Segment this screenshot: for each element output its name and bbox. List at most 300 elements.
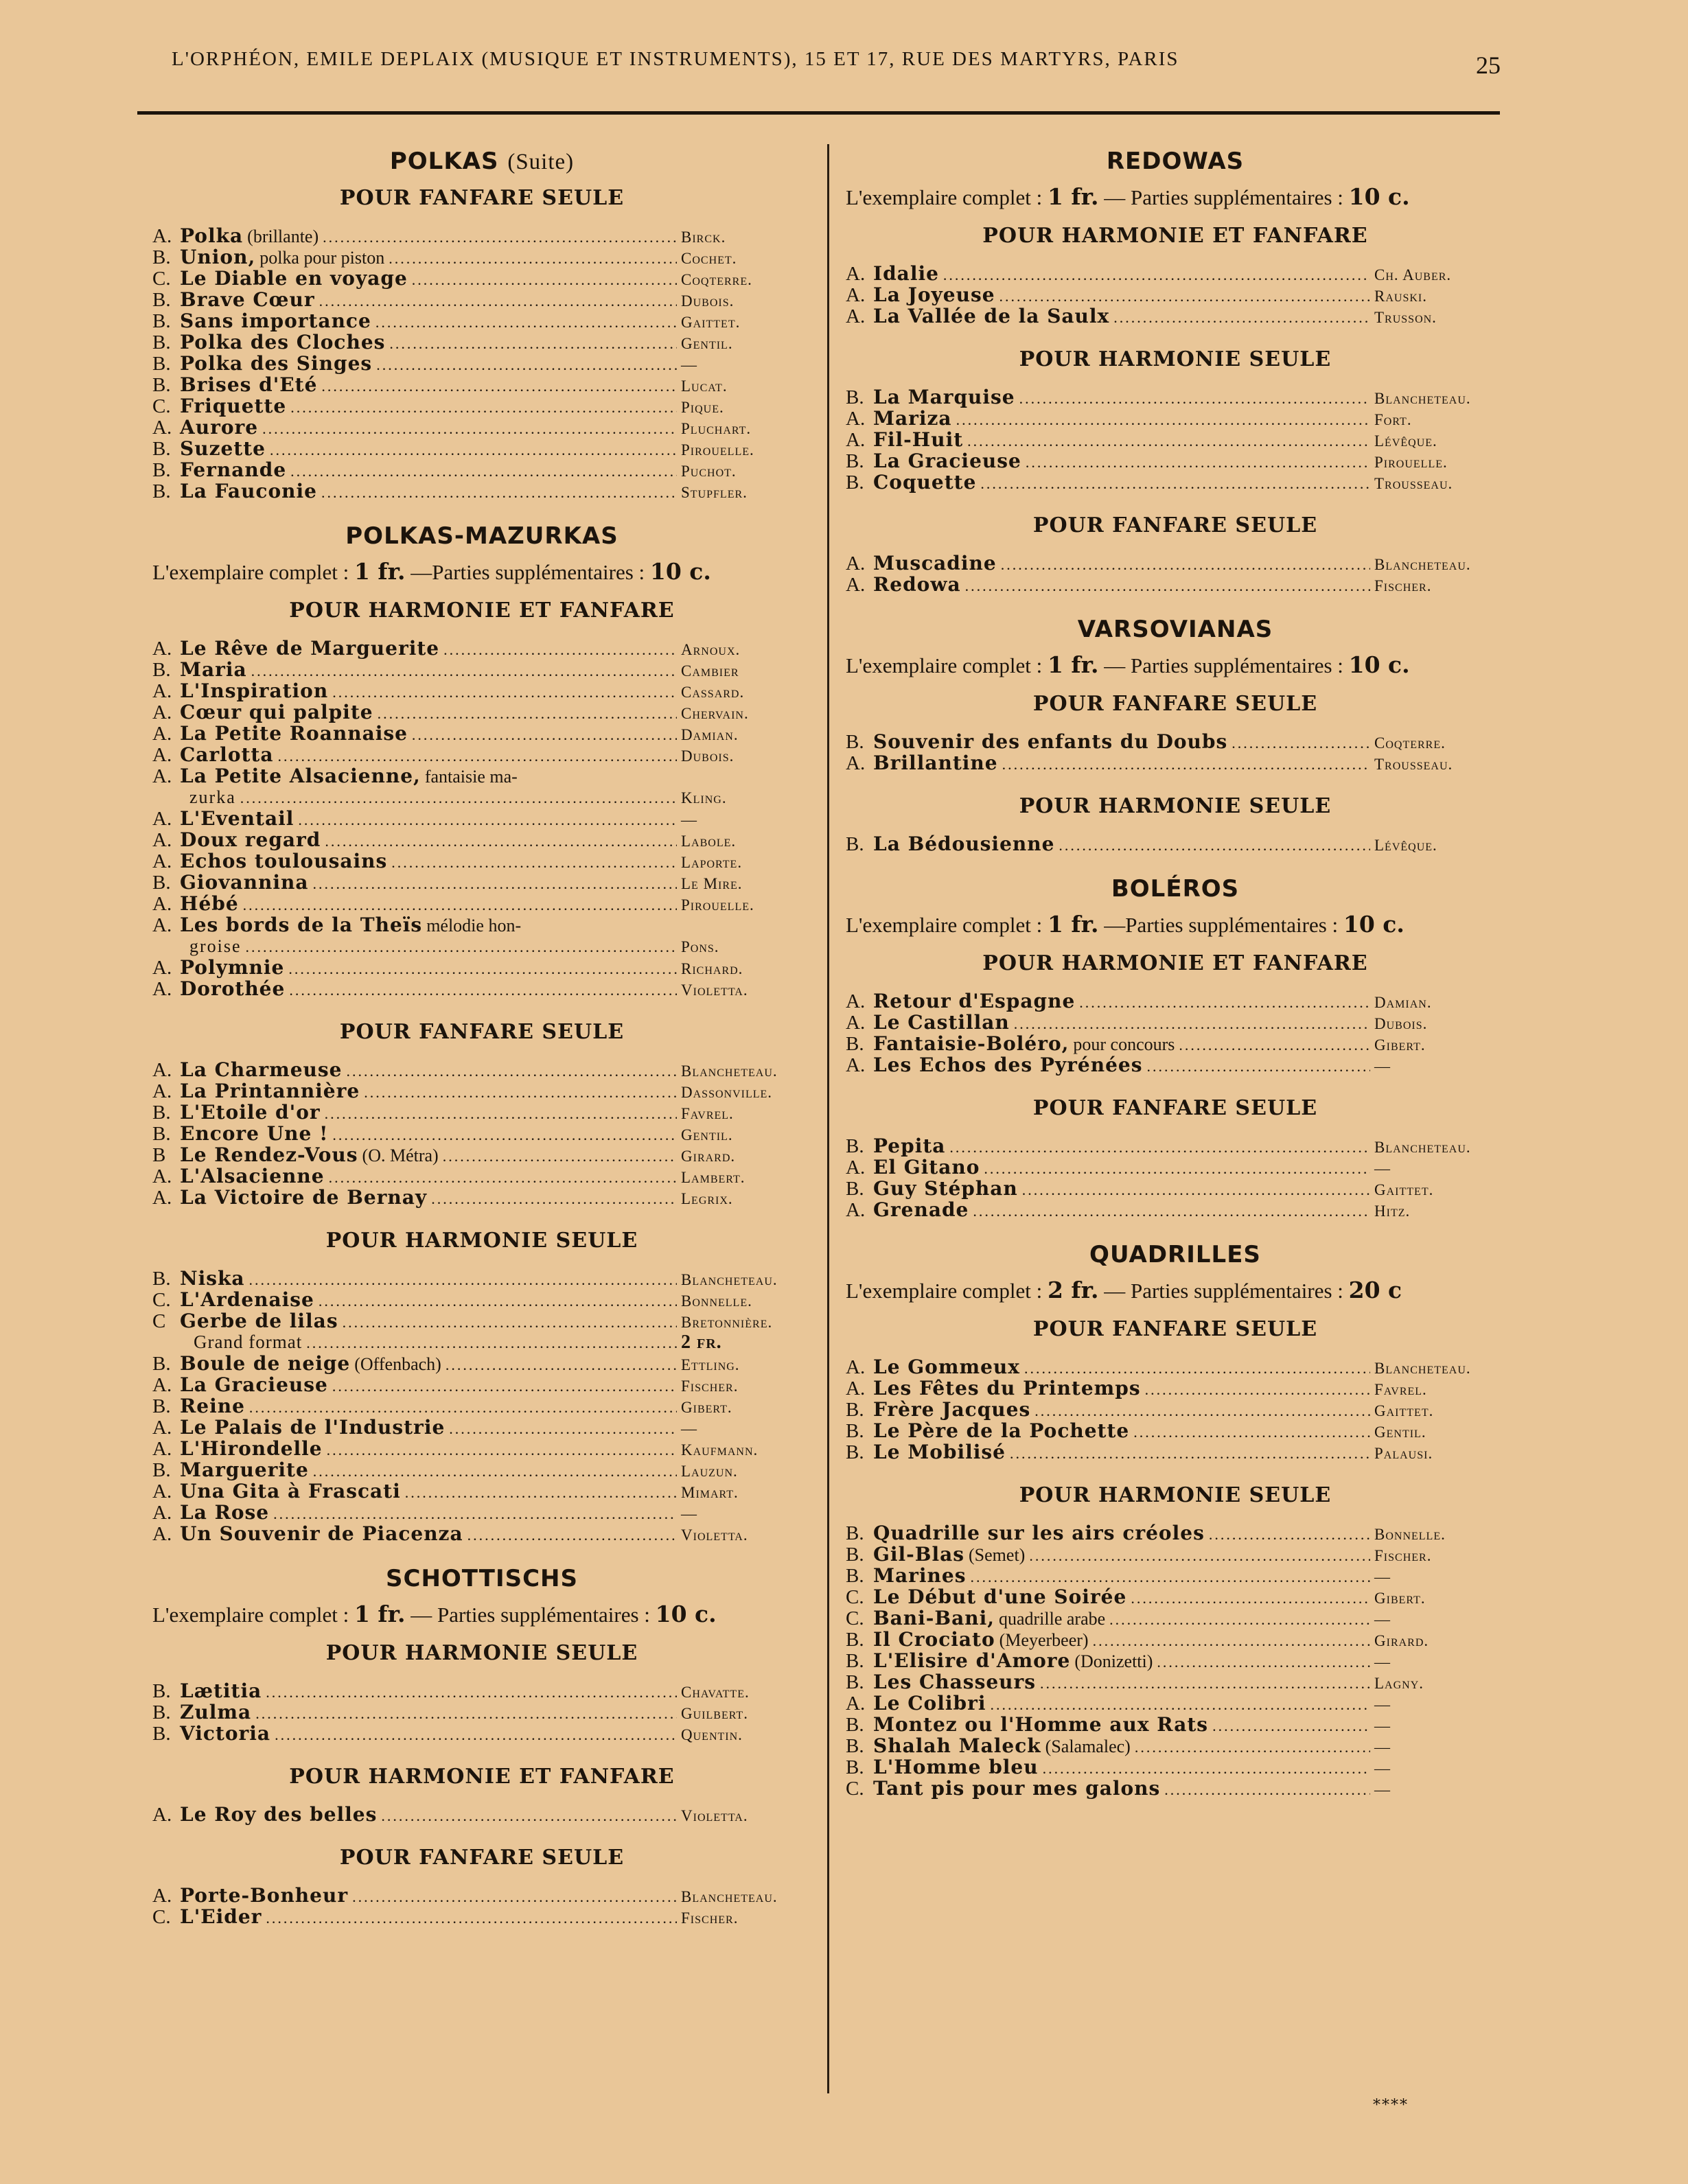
entry-key: A. xyxy=(152,1804,172,1826)
list-item xyxy=(846,1420,1505,1441)
dot-leader xyxy=(405,1482,677,1503)
entry-title: Le Roy des belles xyxy=(180,1803,378,1826)
entry-composer: Mimart. xyxy=(681,1484,739,1501)
entry-list xyxy=(846,553,1505,595)
entry-list xyxy=(846,263,1505,327)
price-middle: —Parties supplémentaires : xyxy=(1104,913,1339,937)
list-item xyxy=(152,1417,811,1438)
entry-title: Coquette xyxy=(873,471,977,493)
dot-leader xyxy=(1133,1421,1370,1443)
list-item xyxy=(846,1399,1505,1420)
entry-composer: Lévêque. xyxy=(1374,837,1437,854)
list-item xyxy=(152,1459,811,1480)
entry-composer: — xyxy=(1374,1568,1391,1585)
dot-leader xyxy=(956,409,1370,430)
list-item xyxy=(846,731,1505,752)
entry-composer: Palausi. xyxy=(1374,1445,1433,1462)
entry-composer: Pirouelle. xyxy=(1374,454,1448,471)
price-prefix: L'exemplaire complet : xyxy=(152,1603,349,1627)
list-item xyxy=(152,459,811,480)
dot-leader xyxy=(1131,1588,1370,1609)
entry-title: Mariza xyxy=(873,407,952,430)
dot-leader xyxy=(967,430,1370,452)
entry-title: Marguerite xyxy=(180,1459,309,1481)
entry-key: C. xyxy=(152,1906,171,1928)
entry-composer: Lagny. xyxy=(1374,1675,1424,1692)
entry-key: A. xyxy=(846,284,866,306)
entry-composer: — xyxy=(1374,1611,1391,1628)
entry-composer: Gaittet. xyxy=(1374,1181,1434,1198)
dot-leader xyxy=(1093,1630,1370,1651)
list-item xyxy=(152,893,811,914)
entry-key: A. xyxy=(152,744,172,766)
list-item xyxy=(152,701,811,723)
dot-leader xyxy=(321,482,677,503)
entry-composer: Damian. xyxy=(681,726,739,743)
entry-title: Les Chasseurs xyxy=(873,1671,1037,1693)
dot-leader xyxy=(327,1439,677,1461)
price-prefix: L'exemplaire complet : xyxy=(846,653,1043,677)
entry-title: Polymnie xyxy=(180,956,285,979)
entry-key: A. xyxy=(152,1417,172,1439)
price-prefix: L'exemplaire complet : xyxy=(846,1279,1043,1303)
entry-composer: Girard. xyxy=(681,1148,736,1165)
group-title: POUR FANFARE SEULE xyxy=(1032,1096,1318,1120)
list-item xyxy=(152,723,811,744)
entry-title: Les Echos des Pyrénées xyxy=(873,1054,1143,1076)
entry-composer: Blancheteau. xyxy=(681,1271,778,1288)
entry-key: B. xyxy=(846,1650,864,1672)
dot-leader xyxy=(1014,1013,1370,1034)
dot-leader xyxy=(249,1269,677,1290)
list-item xyxy=(846,284,1505,305)
entry-key: C. xyxy=(152,1289,171,1311)
dot-leader xyxy=(364,1082,677,1103)
entry-composer: — xyxy=(681,1420,697,1437)
entry-composer: Blancheteau. xyxy=(1374,1139,1471,1156)
section-title-text: POLKAS xyxy=(389,148,499,175)
dot-leader xyxy=(273,1503,677,1524)
entry-key: A. xyxy=(846,408,866,430)
list-item xyxy=(152,1187,811,1208)
dot-leader xyxy=(443,639,677,660)
dot-leader xyxy=(1029,1545,1370,1566)
entry-key: B. xyxy=(846,472,864,493)
entry-title: Union, xyxy=(180,246,256,268)
entry-title: Brises d'Eté xyxy=(180,373,318,396)
entry-title: Encore Une ! xyxy=(180,1122,329,1145)
entry-key: B. xyxy=(152,289,171,311)
entry-list xyxy=(152,1268,811,1544)
entry-key: B. xyxy=(846,1033,864,1055)
entry-title: Quadrille sur les airs créoles xyxy=(873,1522,1205,1544)
dot-leader xyxy=(266,1907,677,1929)
price-prefix: L'exemplaire complet : xyxy=(846,185,1043,209)
entry-composer: Lucat. xyxy=(681,377,728,395)
entry-title: Polka xyxy=(180,224,244,247)
group-title: POUR HARMONIE SEULE xyxy=(325,1229,638,1253)
list-item xyxy=(846,1565,1505,1586)
list-item xyxy=(152,353,811,374)
price-extra: 10 c. xyxy=(649,558,711,585)
entry-composer: Lauzun. xyxy=(681,1463,738,1480)
price-extra: 10 c. xyxy=(1348,183,1410,210)
dot-leader xyxy=(1145,1379,1370,1400)
entry-title: Giovannina xyxy=(180,871,309,894)
entry-composer: Bonnelle. xyxy=(1374,1526,1446,1543)
entry-list xyxy=(846,833,1505,855)
group-title: POUR HARMONIE ET FANFARE xyxy=(982,224,1368,248)
entry-composer: Ch. Auber. xyxy=(1374,266,1452,283)
list-item xyxy=(846,1756,1505,1778)
dot-leader xyxy=(343,1312,677,1333)
entry-key: B. xyxy=(846,1735,864,1757)
entry-title: La Gracieuse xyxy=(873,450,1021,472)
entry-key: C. xyxy=(846,1778,864,1800)
entry-note: (Meyerbeer) xyxy=(999,1630,1089,1650)
entry-title: Friquette xyxy=(180,395,287,417)
list-item xyxy=(152,374,811,395)
entry-key: B. xyxy=(846,833,864,855)
entry-key: B. xyxy=(846,1441,864,1463)
list-item xyxy=(846,1054,1505,1076)
list-item xyxy=(846,1157,1505,1178)
list-item xyxy=(846,553,1505,574)
list-item xyxy=(846,1441,1505,1463)
price-line xyxy=(152,558,811,585)
entry-composer: Pirouelle. xyxy=(681,441,754,458)
entry-composer: Gaittet. xyxy=(1374,1402,1434,1419)
entry-composer: Le Mire. xyxy=(681,875,743,892)
entry-key: A. xyxy=(152,1165,172,1187)
dot-leader xyxy=(970,1566,1370,1588)
section-title-quadrilles: QUADRILLES xyxy=(1089,1241,1261,1268)
entry-title: L'Eventail xyxy=(180,807,294,830)
group-title: POUR FANFARE SEULE xyxy=(339,1846,625,1870)
entry-composer: — xyxy=(1374,1781,1391,1798)
entry-title: L'Hirondelle xyxy=(180,1437,323,1460)
group-title: POUR HARMONIE SEULE xyxy=(1019,1483,1332,1507)
entry-key: B. xyxy=(846,1420,864,1442)
entry-key: C. xyxy=(846,1586,864,1608)
entry-key: A. xyxy=(152,957,172,979)
entry-composer: Pons. xyxy=(681,938,719,955)
entry-key: A. xyxy=(846,429,866,451)
entry-key: B. xyxy=(152,1723,171,1745)
entry-key: A. xyxy=(846,305,866,327)
list-item xyxy=(152,957,811,978)
entry-title: Grenade xyxy=(873,1198,969,1221)
entry-title: Zulma xyxy=(180,1701,252,1723)
entry-title: groise xyxy=(189,936,242,956)
entry-composer: — xyxy=(1374,1717,1391,1734)
entry-title: Marines xyxy=(873,1564,967,1587)
entry-key: B. xyxy=(846,731,864,753)
entry-list xyxy=(846,990,1505,1076)
entry-title: Les bords de la Theïs xyxy=(180,914,423,936)
entry-composer: — xyxy=(681,811,697,828)
list-item xyxy=(846,1356,1505,1378)
dot-leader xyxy=(332,1375,677,1397)
group-title: POUR FANFARE SEULE xyxy=(1032,692,1318,716)
entry-title: La Printannière xyxy=(180,1080,360,1102)
entry-key: A. xyxy=(846,574,866,596)
dot-leader xyxy=(288,958,677,979)
list-item xyxy=(846,1607,1505,1629)
list-item xyxy=(152,978,811,999)
dot-leader xyxy=(319,290,677,312)
entry-composer: Fischer. xyxy=(681,1378,739,1395)
entry-title: Maria xyxy=(180,658,247,681)
list-item xyxy=(846,1178,1505,1199)
list-item xyxy=(152,1374,811,1395)
list-item xyxy=(152,1906,811,1927)
entry-list xyxy=(152,1680,811,1744)
page-number: 25 xyxy=(1476,51,1501,79)
entry-composer: Violetta. xyxy=(681,1807,748,1824)
entry-note: fantaisie ma- xyxy=(424,767,518,787)
entry-note: quadrille arabe xyxy=(998,1609,1106,1629)
entry-title: Lætitia xyxy=(180,1680,262,1702)
entry-key: A. xyxy=(846,1054,866,1076)
entry-key: A. xyxy=(152,1374,172,1396)
entry-key: A. xyxy=(152,829,172,851)
entry-note: (O. Métra) xyxy=(362,1146,439,1165)
list-item xyxy=(846,450,1505,472)
list-item xyxy=(846,1522,1505,1544)
list-item xyxy=(152,1480,811,1502)
list-item xyxy=(152,480,811,502)
entry-list xyxy=(152,1059,811,1208)
entry-title: L'Eider xyxy=(180,1905,262,1928)
dot-leader xyxy=(290,397,677,418)
entry-composer: Bonnelle. xyxy=(681,1292,752,1310)
entry-title: Le Rendez-Vous xyxy=(180,1143,358,1166)
dot-leader xyxy=(1147,1056,1371,1077)
dot-leader xyxy=(325,830,677,852)
entry-title: Le Gommeux xyxy=(873,1356,1020,1378)
entry-title: La Vallée de la Saulx xyxy=(873,305,1110,327)
entry-key: B. xyxy=(846,1544,864,1566)
price-amount: 1 fr. xyxy=(354,1601,406,1627)
entry-composer: Favrel. xyxy=(681,1105,734,1122)
entry-title: Grand format xyxy=(194,1332,303,1352)
entry-key: A. xyxy=(152,638,172,660)
entry-title: Dorothée xyxy=(180,977,286,1000)
dot-leader xyxy=(376,354,677,375)
list-item xyxy=(152,289,811,310)
left-column xyxy=(152,148,811,1948)
entry-key: B. xyxy=(846,1756,864,1778)
entry-title: Brave Cœur xyxy=(180,288,315,311)
entry-title: Porte-Bonheur xyxy=(180,1884,349,1907)
entry-title: Boule de neige xyxy=(180,1352,351,1375)
entry-composer: Legrix. xyxy=(681,1190,733,1207)
price-middle: —Parties supplémentaires : xyxy=(411,560,645,584)
entry-composer: Damian. xyxy=(1374,994,1432,1011)
section-title-boleros: BOLÉROS xyxy=(1111,875,1240,903)
dot-leader xyxy=(1232,732,1370,754)
entry-key: A. xyxy=(152,1885,172,1907)
entry-key: B. xyxy=(152,480,171,502)
list-item xyxy=(846,1012,1505,1033)
header-rule xyxy=(137,111,1500,115)
entry-title: Shalah Maleck xyxy=(873,1734,1041,1757)
dot-leader xyxy=(965,575,1370,596)
list-item xyxy=(846,408,1505,429)
entry-composer: Gaittet. xyxy=(681,314,741,331)
price-middle: — Parties supplémentaires : xyxy=(1104,1279,1343,1303)
group-title: POUR HARMONIE ET FANFARE xyxy=(289,1765,675,1789)
list-item xyxy=(846,386,1505,408)
list-item xyxy=(152,1680,811,1701)
entry-title: Le Rêve de Marguerite xyxy=(180,637,440,660)
entry-composer: Hitz. xyxy=(1374,1203,1411,1220)
list-item xyxy=(152,332,811,353)
entry-key: A. xyxy=(152,978,172,1000)
entry-key: A. xyxy=(846,1693,866,1715)
entry-key: B. xyxy=(152,1701,171,1723)
entry-note: pour concours xyxy=(1073,1034,1175,1054)
entry-key: A. xyxy=(152,723,172,745)
entry-key: B. xyxy=(846,1671,864,1693)
entry-composer: Ettling. xyxy=(681,1356,740,1373)
entry-key: A. xyxy=(152,1438,172,1460)
entry-list xyxy=(846,1356,1505,1463)
entry-composer: Gentil. xyxy=(681,1126,733,1143)
price-line xyxy=(846,183,1505,210)
entry-title: Victoria xyxy=(180,1722,271,1745)
dot-leader xyxy=(446,1354,677,1375)
entry-key: A. xyxy=(152,1480,172,1502)
entry-title: Brillantine xyxy=(873,752,998,774)
entry-composer: Lambert. xyxy=(681,1169,745,1186)
dot-leader xyxy=(378,703,677,724)
entry-title: Polka des Cloches xyxy=(180,331,386,353)
list-item xyxy=(152,1804,811,1825)
list-item xyxy=(846,1671,1505,1693)
entry-key: B. xyxy=(846,1714,864,1736)
entry-key: B. xyxy=(152,1680,171,1702)
entry-title: zurka xyxy=(189,787,236,807)
entry-title: Le Diable en voyage xyxy=(180,267,408,290)
list-item xyxy=(152,1701,811,1723)
group-title: POUR HARMONIE SEULE xyxy=(1019,794,1332,818)
dot-leader xyxy=(391,852,677,873)
entry-title: Gil-Blas xyxy=(873,1543,965,1566)
entry-key: A. xyxy=(846,1378,866,1399)
entry-key: B. xyxy=(152,438,171,460)
dot-leader xyxy=(1002,754,1370,775)
entry-composer: Blancheteau. xyxy=(681,1062,778,1080)
entry-key: A. xyxy=(152,1523,172,1545)
entry-title: El Gitano xyxy=(873,1156,980,1178)
entry-composer: Fischer. xyxy=(1374,577,1432,594)
entry-title: Le Père de la Pochette xyxy=(873,1419,1130,1442)
list-item xyxy=(152,1523,811,1544)
entry-key: B. xyxy=(846,450,864,472)
price-extra: 10 c. xyxy=(655,1601,717,1627)
list-item xyxy=(152,395,811,417)
price-amount: 1 fr. xyxy=(1047,651,1099,678)
list-item xyxy=(152,1353,811,1374)
entry-key: A. xyxy=(152,808,172,830)
section-title-polkas-mazurkas: POLKAS-MAZURKAS xyxy=(345,522,618,550)
entry-key: A. xyxy=(846,553,866,574)
entry-list xyxy=(846,386,1505,493)
entry-title: La Fauconie xyxy=(180,480,317,502)
entry-key: A. xyxy=(846,1356,866,1378)
entry-list xyxy=(846,731,1505,774)
right-column xyxy=(846,148,1505,1820)
list-item xyxy=(846,1629,1505,1650)
entry-key: B xyxy=(152,1144,166,1166)
entry-title: Pepita xyxy=(873,1135,946,1157)
entry-title: L'Alsacienne xyxy=(180,1165,325,1187)
dot-leader xyxy=(389,248,677,269)
entry-title: Le Début d'une Soirée xyxy=(873,1585,1127,1608)
entry-key: B. xyxy=(152,1395,171,1417)
section-title-varsovianas: VARSOVIANAS xyxy=(1077,616,1273,643)
list-item xyxy=(846,1714,1505,1735)
entry-key: A. xyxy=(152,1502,172,1524)
entry-composer: Cambier xyxy=(681,662,739,679)
entry-key: A. xyxy=(152,850,172,872)
list-item xyxy=(152,1289,811,1310)
list-item xyxy=(152,268,811,289)
list-item xyxy=(152,744,811,765)
list-item xyxy=(152,417,811,438)
list-item xyxy=(152,1332,811,1353)
dot-leader xyxy=(412,269,677,290)
entry-title: L'Ardenaise xyxy=(180,1288,314,1311)
list-item xyxy=(846,833,1505,855)
list-item xyxy=(846,1693,1505,1714)
group-title: POUR HARMONIE ET FANFARE xyxy=(289,599,675,623)
entry-title: L'Homme bleu xyxy=(873,1756,1039,1778)
list-item xyxy=(846,472,1505,493)
entry-composer: Arnoux. xyxy=(681,641,741,658)
entry-title: Fernande xyxy=(180,458,287,481)
dot-leader xyxy=(1010,1443,1370,1464)
dot-leader xyxy=(980,473,1370,494)
entry-key: B. xyxy=(846,1565,864,1587)
dot-leader xyxy=(325,1103,677,1124)
entry-key: B. xyxy=(152,246,171,268)
dot-leader xyxy=(347,1060,678,1082)
entry-key: C. xyxy=(152,395,171,417)
entry-key: A. xyxy=(152,1187,172,1209)
dot-leader xyxy=(1059,835,1370,856)
entry-key: B. xyxy=(152,872,171,894)
entry-title: Reine xyxy=(180,1395,245,1417)
entry-key: A. xyxy=(152,417,172,439)
entry-key: A. xyxy=(152,1080,172,1102)
price-prefix: L'exemplaire complet : xyxy=(152,560,349,584)
entry-title: La Petite Roannaise xyxy=(180,722,408,745)
entry-title: La Bédousienne xyxy=(873,833,1055,855)
entry-composer: Bretonnière. xyxy=(681,1314,773,1331)
entry-composer: Blancheteau. xyxy=(1374,390,1471,407)
list-item xyxy=(846,1135,1505,1157)
dot-leader xyxy=(375,312,677,333)
entry-composer: Pique. xyxy=(681,399,724,416)
entry-title: L'Inspiration xyxy=(180,679,329,702)
entry-title: Aurore xyxy=(180,416,259,439)
price-prefix: L'exemplaire complet : xyxy=(846,913,1043,937)
entry-title: L'Elisire d'Amore xyxy=(873,1649,1071,1672)
entry-title: L'Etoile d'or xyxy=(180,1101,321,1124)
